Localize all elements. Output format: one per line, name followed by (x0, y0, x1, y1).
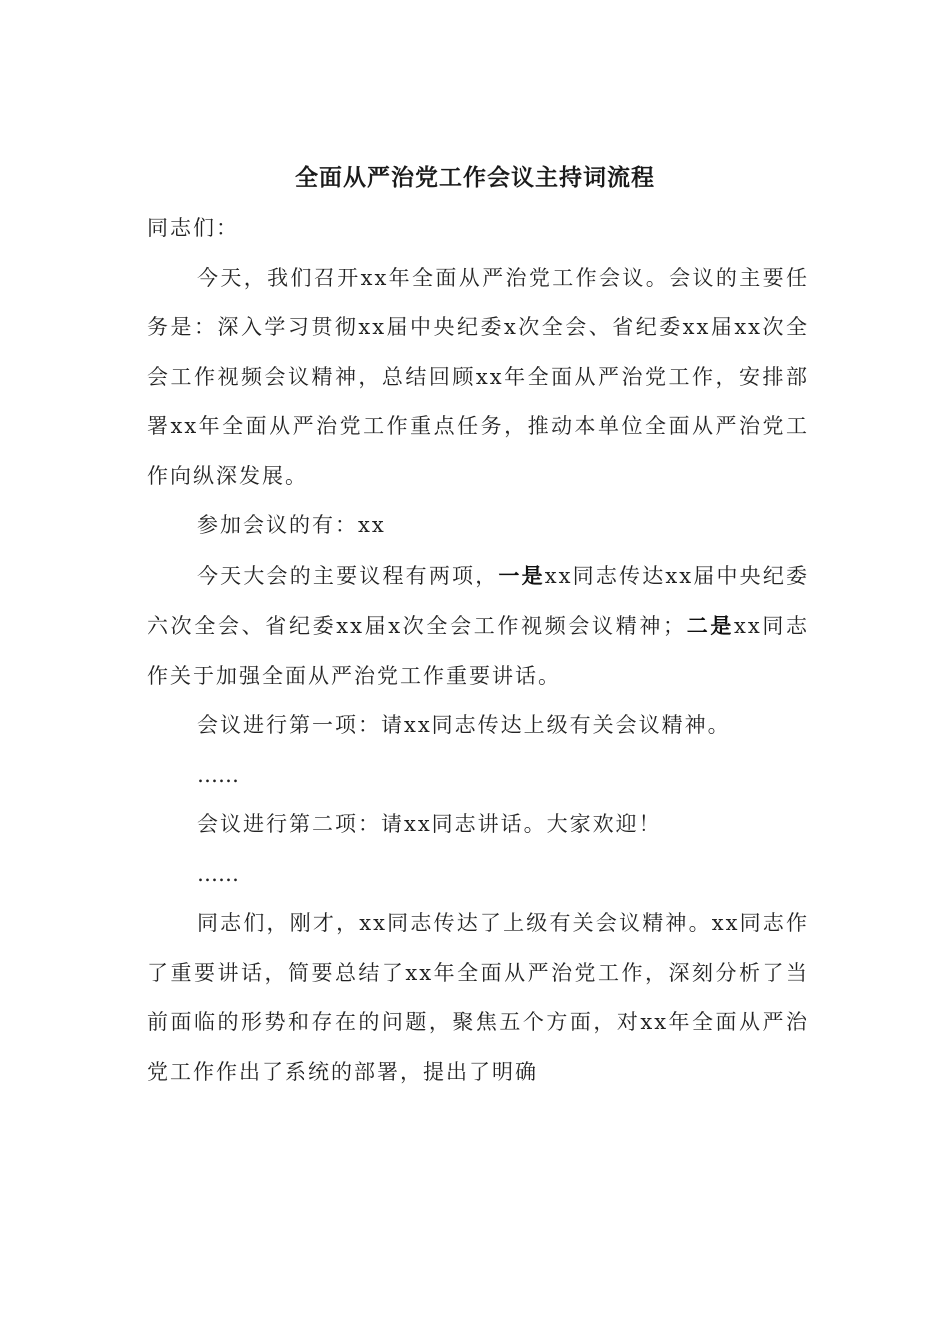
agenda-item1-marker: 一是 (498, 562, 545, 588)
salutation: 同志们： (147, 216, 239, 240)
ellipsis-one: …… (197, 762, 239, 787)
agenda-item2-marker: 二是 (686, 613, 735, 638)
paragraph-item-two: 会议进行第二项：请xx同志讲话。大家欢迎！ (197, 812, 662, 836)
paragraph-summary: 同志们，刚才，xx同志传达了上级有关会议精神。xx同志作了重要讲话，简要总结了xx年全面从严治党工作，深刻分析了当前面临的形势和存在的问题，聚焦五个方面，对xx年全面从严治党工作作出了系统的部署，提出了明确 (147, 911, 809, 1084)
paragraph-item-one: 会议进行第一项：请xx同志传达上级有关会议精神。 (197, 713, 731, 737)
ellipsis-two: …… (197, 861, 239, 886)
paragraph-attendees: 参加会议的有：xx (197, 513, 386, 537)
document-body (147, 204, 809, 1097)
agenda-lead: 今天大会的主要议程有两项， (197, 563, 499, 588)
document-title: 全面从严治党工作会议主持词流程 (295, 164, 655, 191)
paragraph-opening: 今天，我们召开xx年全面从严治党工作会议。会议的主要任务是：深入学习贯彻xx届中央纪委x次全会、省纪委xx届xx次全会工作视频会议精神，总结回顾xx年全面从严治党工作，安排部署xx年全面从严治党工作重点任务，推动本单位全面从严治党工作向纵深发展。 (147, 265, 809, 488)
agenda-item2-text: xx同志作关于加强全面从严治党工作重要讲话。 (147, 614, 810, 688)
agenda-item1-text: xx同志传达xx届中央纪委六次全会、省纪委xx届x次全会工作视频会议精神； (147, 563, 810, 638)
paragraph-agenda (147, 551, 809, 702)
